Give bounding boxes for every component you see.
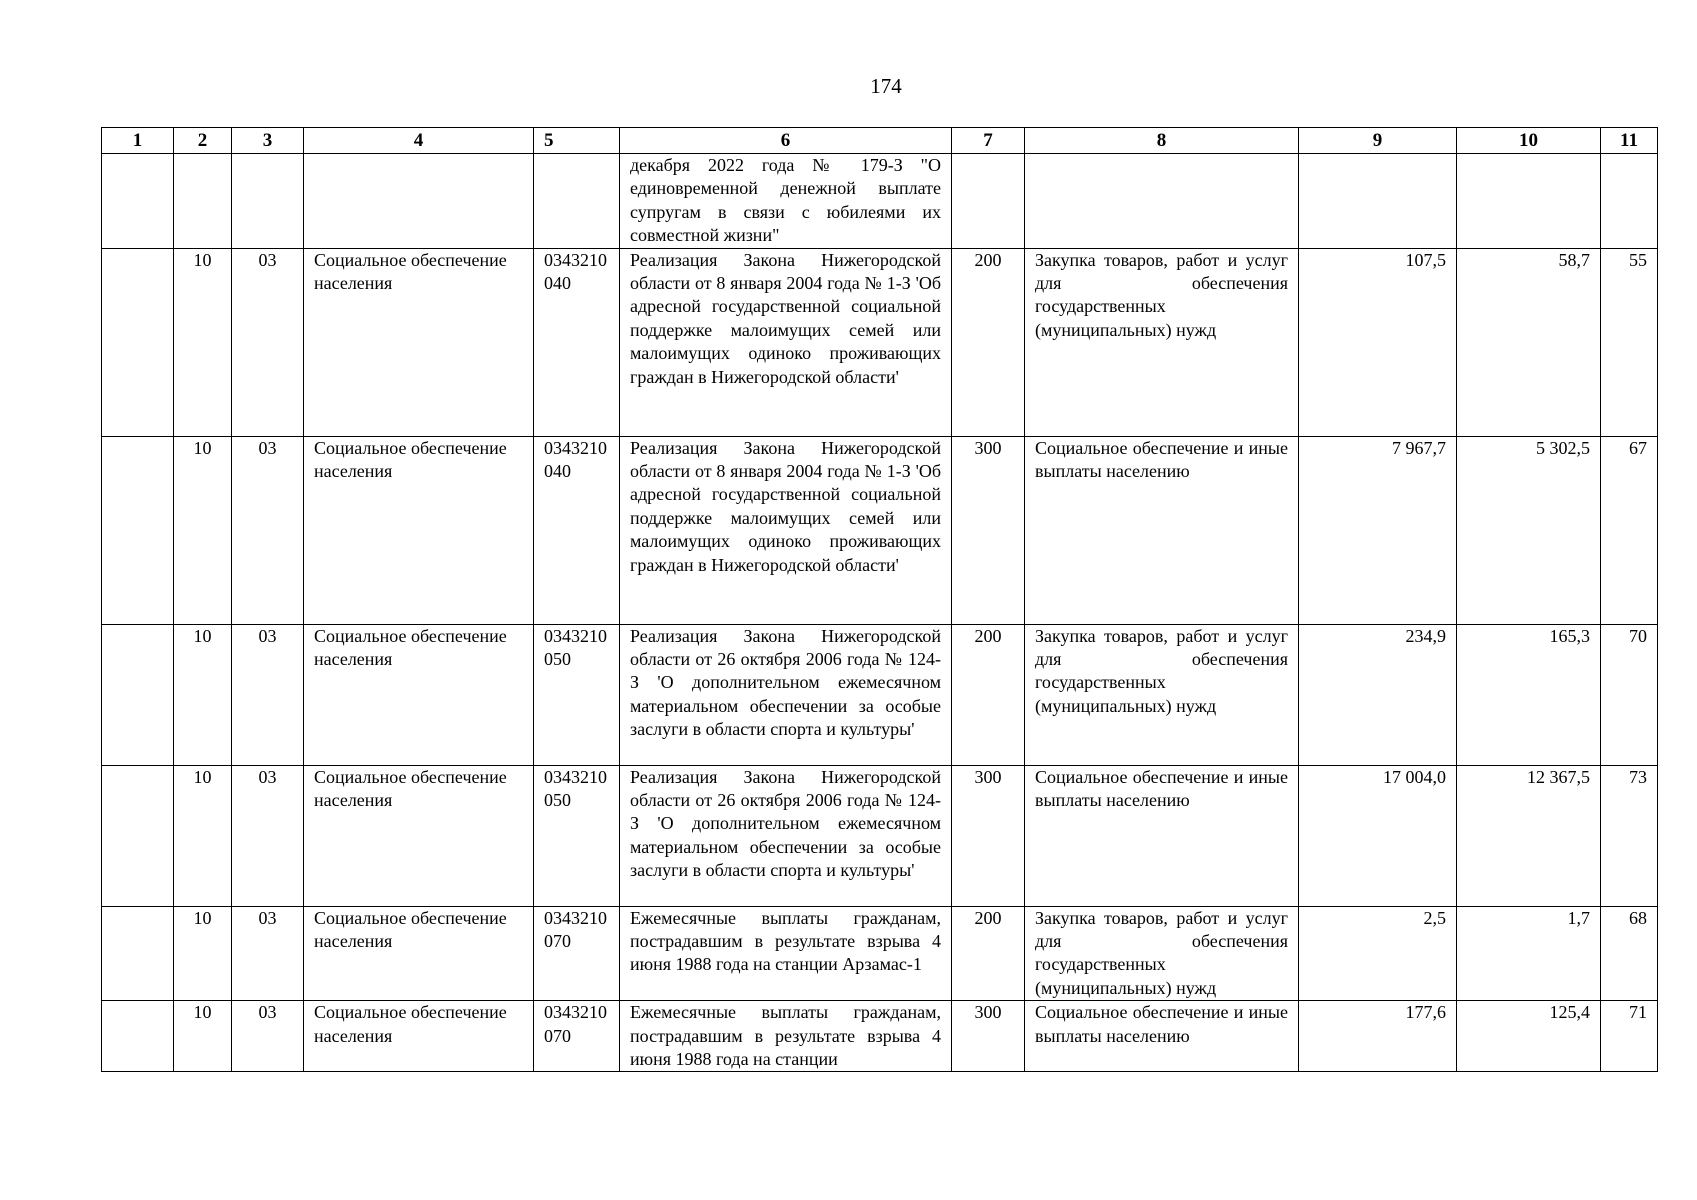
cell-expense-type-name: Социальное обеспечение и иные выплаты населению bbox=[1025, 765, 1299, 906]
cell-subsection: 03 bbox=[232, 248, 304, 436]
cell-percent: 73 bbox=[1601, 765, 1658, 906]
cell-expense-type-name: Социальное обеспечение и иные выплаты населению bbox=[1025, 436, 1299, 624]
cell-subsection-name: Социальное обеспечение населения bbox=[304, 1001, 534, 1072]
cell-planned: 177,6 bbox=[1299, 1001, 1457, 1072]
cell-planned: 107,5 bbox=[1299, 248, 1457, 436]
cell-expense-type-name: Закупка товаров, работ и услуг для обеспечения государственных (муниципальных) нужд bbox=[1025, 248, 1299, 436]
table-row bbox=[102, 624, 1658, 765]
cell-section: 10 bbox=[174, 765, 232, 906]
cell-subsection: 03 bbox=[232, 436, 304, 624]
cell-expense-type: 300 bbox=[952, 1001, 1025, 1072]
table-row bbox=[102, 248, 1658, 436]
cell-target-article: 0343210070 bbox=[534, 1001, 620, 1072]
page-number: 174 bbox=[870, 74, 902, 98]
cell-planned: 17 004,0 bbox=[1299, 765, 1457, 906]
cell-expense-type: 300 bbox=[952, 765, 1025, 906]
table-row bbox=[102, 1001, 1658, 1072]
cell-expense-type: 300 bbox=[952, 436, 1025, 624]
col-header-5: 5 bbox=[534, 128, 620, 154]
col-header-1: 1 bbox=[102, 128, 174, 154]
cell-subsection-name bbox=[304, 154, 534, 249]
cell-section: 10 bbox=[174, 906, 232, 1001]
table-row bbox=[102, 765, 1658, 906]
cell-section bbox=[174, 154, 232, 249]
cell-expense-type: 200 bbox=[952, 624, 1025, 765]
cell-percent: 55 bbox=[1601, 248, 1658, 436]
cell-article-name: декабря 2022 года № 179-З "О единовременной денежной выплате супругам в связи с юбилеями их совместной жизни" bbox=[620, 154, 952, 249]
col-header-10: 10 bbox=[1457, 128, 1601, 154]
cell-article-name: Реализация Закона Нижегородской области от 8 января 2004 года № 1-З 'Об адресной государственной социальной поддержке малоимущих семей или малоимущих одиноко проживающих граждан в Нижегородской области' bbox=[620, 248, 952, 436]
cell-article-name: Реализация Закона Нижегородской области от 26 октября 2006 года № 124-З 'О дополнительном ежемесячном материальном обеспечении за особые заслуги в области спорта и культуры' bbox=[620, 765, 952, 906]
col-header-8: 8 bbox=[1025, 128, 1299, 154]
cell-subsection: 03 bbox=[232, 906, 304, 1001]
cell-expense-type-name bbox=[1025, 154, 1299, 249]
cell-target-article bbox=[534, 154, 620, 249]
budget-table bbox=[101, 127, 1658, 1072]
cell-planned: 7 967,7 bbox=[1299, 436, 1457, 624]
cell-article-name: Реализация Закона Нижегородской области от 26 октября 2006 года № 124-З 'О дополнительном ежемесячном материальном обеспечении за особые заслуги в области спорта и культуры' bbox=[620, 624, 952, 765]
cell-expense-type-name: Закупка товаров, работ и услуг для обеспечения государственных (муниципальных) нужд bbox=[1025, 906, 1299, 1001]
cell-expense-type bbox=[952, 154, 1025, 249]
cell-col1 bbox=[102, 436, 174, 624]
cell-subsection-name: Социальное обеспечение населения bbox=[304, 436, 534, 624]
cell-target-article: 0343210050 bbox=[534, 624, 620, 765]
cell-article-name: Ежемесячные выплаты гражданам, пострадавшим в результате взрыва 4 июня 1988 года на станции bbox=[620, 1001, 952, 1072]
cell-percent: 71 bbox=[1601, 1001, 1658, 1072]
cell-subsection-name: Социальное обеспечение населения bbox=[304, 765, 534, 906]
col-header-3: 3 bbox=[232, 128, 304, 154]
cell-percent: 70 bbox=[1601, 624, 1658, 765]
cell-percent bbox=[1601, 154, 1658, 249]
cell-executed: 165,3 bbox=[1457, 624, 1601, 765]
table-row bbox=[102, 906, 1658, 1001]
cell-target-article: 0343210040 bbox=[534, 248, 620, 436]
header-row bbox=[102, 128, 1658, 154]
cell-col1 bbox=[102, 248, 174, 436]
col-header-9: 9 bbox=[1299, 128, 1457, 154]
cell-target-article: 0343210070 bbox=[534, 906, 620, 1001]
cell-percent: 68 bbox=[1601, 906, 1658, 1001]
cell-article-name: Реализация Закона Нижегородской области от 8 января 2004 года № 1-З 'Об адресной государственной социальной поддержке малоимущих семей или малоимущих одиноко проживающих граждан в Нижегородской области' bbox=[620, 436, 952, 624]
cell-section: 10 bbox=[174, 436, 232, 624]
cell-expense-type-name: Закупка товаров, работ и услуг для обеспечения государственных (муниципальных) нужд bbox=[1025, 624, 1299, 765]
table-row bbox=[102, 154, 1658, 249]
cell-executed: 58,7 bbox=[1457, 248, 1601, 436]
cell-section: 10 bbox=[174, 248, 232, 436]
cell-subsection: 03 bbox=[232, 624, 304, 765]
cell-percent: 67 bbox=[1601, 436, 1658, 624]
cell-planned bbox=[1299, 154, 1457, 249]
cell-executed: 1,7 bbox=[1457, 906, 1601, 1001]
col-header-7: 7 bbox=[952, 128, 1025, 154]
cell-planned: 234,9 bbox=[1299, 624, 1457, 765]
cell-expense-type: 200 bbox=[952, 906, 1025, 1001]
table-row bbox=[102, 436, 1658, 624]
cell-col1 bbox=[102, 765, 174, 906]
cell-subsection-name: Социальное обеспечение населения bbox=[304, 906, 534, 1001]
cell-planned: 2,5 bbox=[1299, 906, 1457, 1001]
cell-subsection-name: Социальное обеспечение населения bbox=[304, 624, 534, 765]
cell-executed: 125,4 bbox=[1457, 1001, 1601, 1072]
cell-target-article: 0343210050 bbox=[534, 765, 620, 906]
cell-col1 bbox=[102, 1001, 174, 1072]
cell-col1 bbox=[102, 624, 174, 765]
cell-section: 10 bbox=[174, 624, 232, 765]
cell-subsection bbox=[232, 154, 304, 249]
cell-subsection: 03 bbox=[232, 765, 304, 906]
cell-expense-type-name: Социальное обеспечение и иные выплаты населению bbox=[1025, 1001, 1299, 1072]
cell-expense-type: 200 bbox=[952, 248, 1025, 436]
cell-subsection: 03 bbox=[232, 1001, 304, 1072]
cell-section: 10 bbox=[174, 1001, 232, 1072]
col-header-2: 2 bbox=[174, 128, 232, 154]
col-header-6: 6 bbox=[620, 128, 952, 154]
cell-col1 bbox=[102, 154, 174, 249]
cell-subsection-name: Социальное обеспечение населения bbox=[304, 248, 534, 436]
cell-executed: 5 302,5 bbox=[1457, 436, 1601, 624]
cell-target-article: 0343210040 bbox=[534, 436, 620, 624]
col-header-4: 4 bbox=[304, 128, 534, 154]
col-header-11: 11 bbox=[1601, 128, 1658, 154]
cell-executed bbox=[1457, 154, 1601, 249]
cell-article-name: Ежемесячные выплаты гражданам, пострадавшим в результате взрыва 4 июня 1988 года на станции Арзамас-1 bbox=[620, 906, 952, 1001]
cell-executed: 12 367,5 bbox=[1457, 765, 1601, 906]
cell-col1 bbox=[102, 906, 174, 1001]
